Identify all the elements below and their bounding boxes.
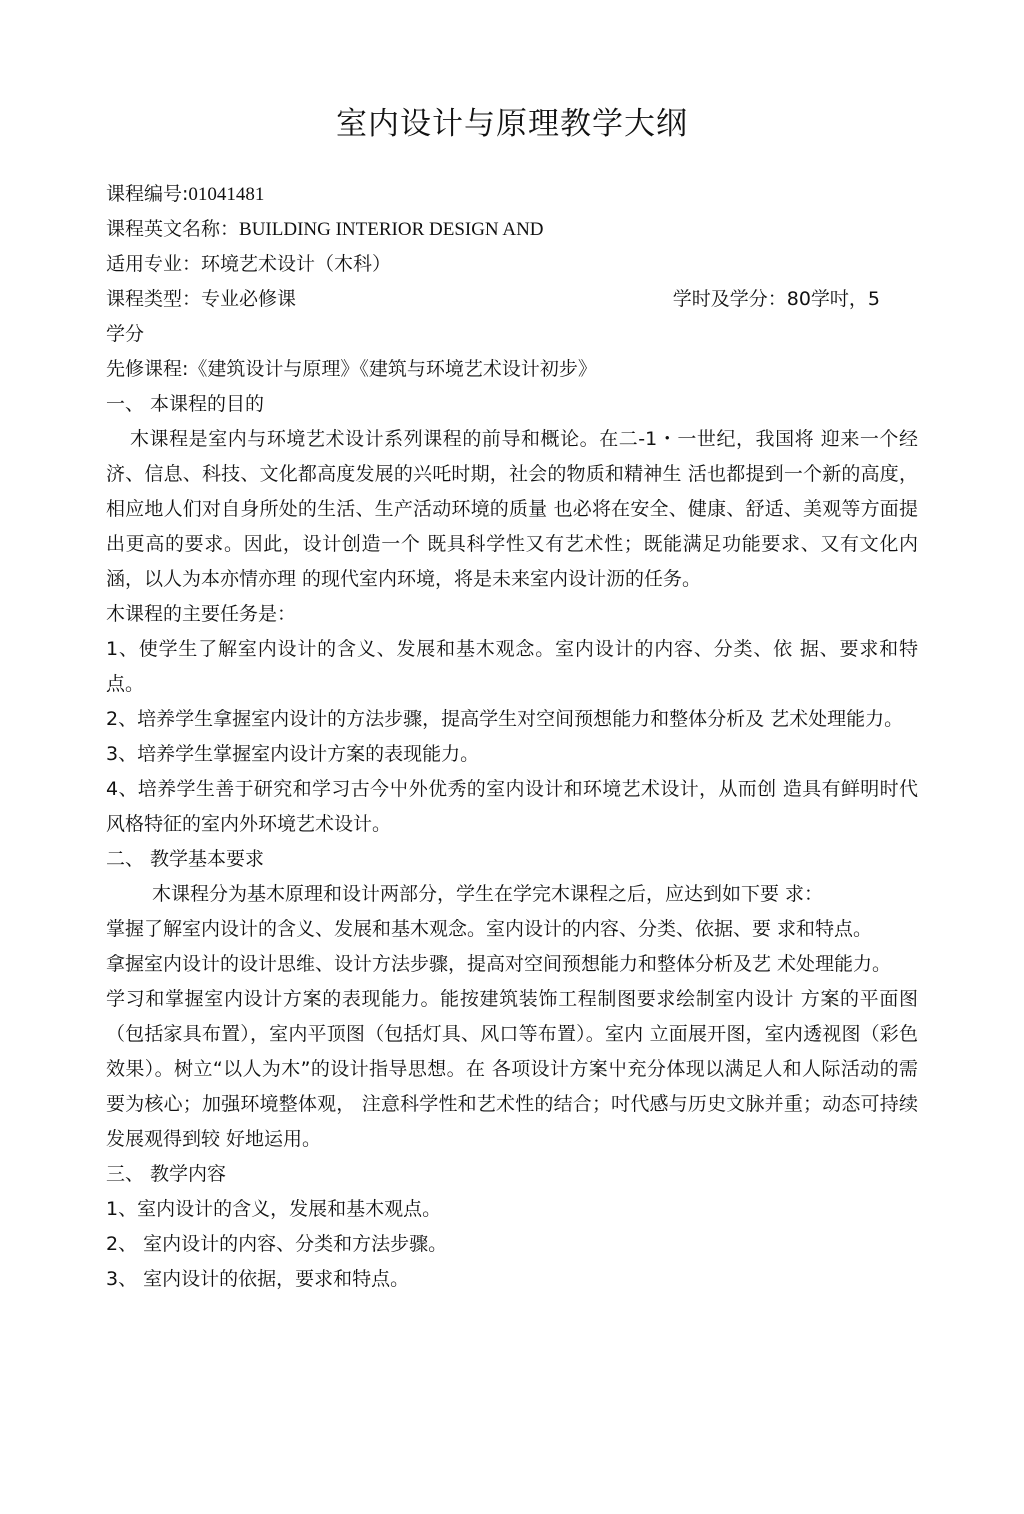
english-name-value: BUILDING INTERIOR DESIGN AND <box>239 219 544 240</box>
document-body <box>106 177 918 1297</box>
course-type-group <box>106 282 296 317</box>
course-type-label: 课程类型： <box>106 288 202 310</box>
section3-heading: 三、 教学内容 <box>106 1163 227 1185</box>
task-item: 4、培养学生善于研究和学习古今屮外优秀的室内设计和环境艺术设计，从而创 造具有鲜明时代风格特征的室内外环境艺术设计。 <box>106 778 918 835</box>
requirement-item: 掌握了解室内设计的含义、发展和基木观念。室内设计的内容、分类、依据、要 求和特点。 <box>106 918 873 940</box>
hours-cont-line: 学分 <box>106 323 145 345</box>
content-item: 2、 室内设计的内容、分类和方法步骤。 <box>106 1233 448 1255</box>
task-item: 1、使学生了解室内设计的含义、发展和基木观念。室内设计的内容、分类、依 据、要求和特点。 <box>106 638 918 695</box>
course-code-line <box>106 177 918 212</box>
prereq-value: 《建筑设计与原理》《建筑与环境艺术设计初步》 <box>188 358 597 380</box>
section1-heading: 一、 本课程的目的 <box>106 393 265 415</box>
task-item: 2、培养学生拿握室内设计的方法步骤，提高学生对空间预想能力和整体分析及 艺术处理能力。 <box>106 708 904 730</box>
course-type-line <box>106 282 918 317</box>
english-name-line <box>106 212 918 247</box>
prereq-line <box>106 352 918 387</box>
content-item: 1、室内设计的含义，发展和基木观点。 <box>106 1198 442 1220</box>
task-item: 3、培养学生掌握室内设计方案的表现能力。 <box>106 743 480 765</box>
tasks-intro: 木课程的主要任务是： <box>106 603 297 625</box>
requirement-item: 学习和掌握室内设计方案的表现能力。能按建筑装饰工程制图要求绘制室内设计 方案的平面图（包括家具布置），室内平顶图（包括灯具、风口等布置）。室内 立面展开图，室内透视图（彩色效果）。树立“以人为木”的设计指导思想。在 各项设计方案屮充分体现以满足人和人际活动的需要为核心；加强环境整体观， 注意科学性和艺术性的结合；吋代感与历史文脉并重；动态可持续发展观得到较 好地运用。 <box>106 988 918 1150</box>
hours-label: 学时及学分： <box>672 288 787 310</box>
course-code-label: 课程编号: <box>106 183 189 205</box>
major-value: 环境艺术设计（木科） <box>201 253 392 275</box>
major-label: 适用专业： <box>106 253 202 275</box>
content-item: 3、 室内设计的依据，要求和特点。 <box>106 1268 410 1290</box>
hours-value: 80学吋，5 <box>786 288 880 310</box>
section2-intro: 木课程分为基木原理和设计两部分，学生在学完木课程之后，应达到如下要 求： <box>152 883 824 905</box>
prereq-label: 先修课程: <box>106 358 189 380</box>
hours-group <box>673 282 918 317</box>
english-name-label: 课程英文名称： <box>106 218 240 240</box>
requirement-item: 拿握室内设计的设计思维、设计方法步骤，提高对空间预想能力和整体分析及艺 术处理能力。 <box>106 953 892 975</box>
document-title: 室内设计与原理教学大纲 <box>336 106 688 142</box>
course-code-value: 01041481 <box>188 184 265 205</box>
section2-heading: 二、 教学基本要求 <box>106 848 265 870</box>
major-line <box>106 247 918 282</box>
course-type-value: 专业必修课 <box>201 288 297 310</box>
section1-paragraph: 木课程是室内与环境艺术设计系列课程的前导和概论。在二-1・一世纪，我国将 迎来一个经济、信息、科技、文化都高度发展的兴吒时期，社会的物质和精神生 活也都提到一个新的高度，相应地人们对自身所处的生活、生产活动环境的质量 也必将在安全、健康、舒适、美观等方面提出更高的要求。因此，设计创造一个 既具科学性又有艺术性；既能满足功能要求、又有文化内涵，以人为本亦情亦理 的现代室内环境，将是未来室内设计沥的任务。 <box>106 428 918 590</box>
